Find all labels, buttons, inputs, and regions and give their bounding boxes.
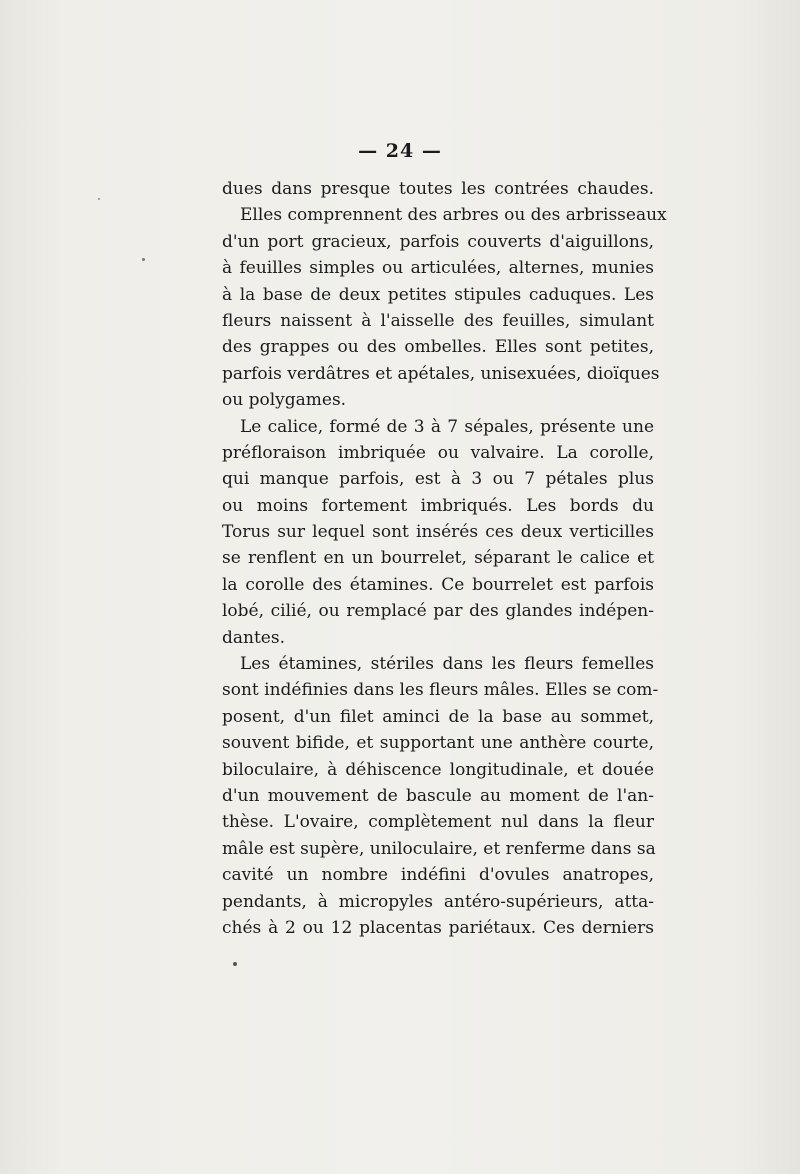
body-text [222,176,667,941]
text-line: lobé, cilié, ou remplacé par des glandes indépen- [222,601,654,622]
page-number: — 24 — [358,140,442,162]
text-line: la corolle des étamines. Ce bourrelet est parfois [222,574,654,595]
text-line: Torus sur lequel sont insérés ces deux verticilles [222,522,654,543]
text-line: sont indéfinies dans les fleurs mâles. Elles se com- [222,680,659,701]
text-line: préfloraison imbriquée ou valvaire. La corolle, [222,442,654,463]
text-line: d'un port gracieux, parfois couverts d'aiguillons, [222,231,654,252]
text-line: cavité un nombre indéfini d'ovules anatropes, [222,865,654,886]
ink-speck [233,962,237,966]
ink-speck [142,258,145,261]
text-line: dantes. [222,627,285,648]
text-line: thèse. L'ovaire, complètement nul dans la fleur [222,812,654,833]
text-line: dues dans presque toutes les contrées chaudes. [222,179,654,199]
text-line: chés à 2 ou 12 placentas pariétaux. Ces derniers [222,917,654,938]
text-line: parfois verdâtres et apétales, unisexuées, dioïques [222,363,660,384]
text-line: des grappes ou des ombelles. Elles sont petites, [222,337,654,358]
text-line: posent, d'un filet aminci de la base au sommet, [222,706,654,727]
text-line: à la base de deux petites stipules caduques. Les [222,284,654,305]
text-line: souvent bifide, et supportant une anthère courte, [222,733,654,754]
text-line: qui manque parfois, est à 3 ou 7 pétales plus [222,469,654,490]
text-line: biloculaire, à déhiscence longitudinale, et douée [222,759,654,780]
text-line: ou moins fortement imbriqués. Les bords du [222,495,654,516]
text-line: Elles comprennent des arbres ou des arbrisseaux [240,205,667,226]
text-line: Le calice, formé de 3 à 7 sépales, présente une [240,416,654,437]
ink-speck [98,198,100,200]
text-line: fleurs naissent à l'aisselle des feuilles, simulant [222,310,654,331]
text-line: mâle est supère, uniloculaire, et renferme dans sa [222,838,656,859]
text-line: ou polygames. [222,390,347,411]
text-line: pendants, à micropyles antéro-supérieurs, atta- [222,891,654,912]
text-line: à feuilles simples ou articulées, alternes, munies [222,258,654,279]
text-line: Les étamines, stériles dans les fleurs femelles [240,654,654,675]
text-line: se renflent en un bourrelet, séparant le calice et [222,548,654,569]
text-line: d'un mouvement de bascule au moment de l'an- [222,785,654,806]
